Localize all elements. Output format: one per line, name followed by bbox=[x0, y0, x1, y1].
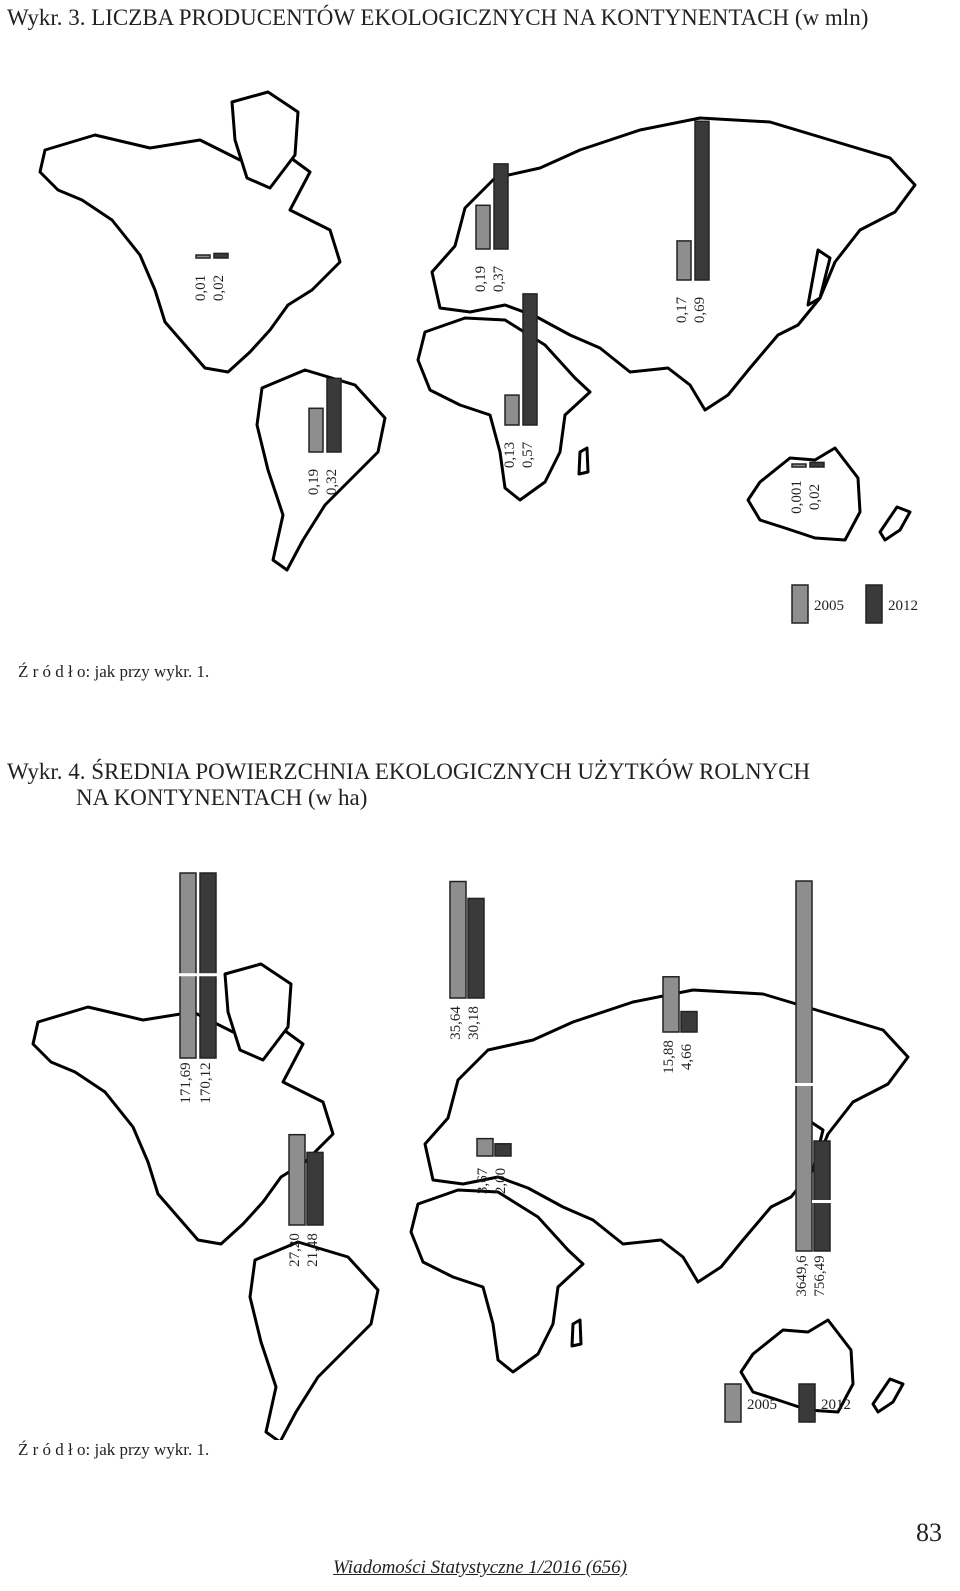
legend-label-2005: 2005 bbox=[747, 1397, 777, 1413]
bar-oceania-2012 bbox=[814, 1141, 830, 1251]
bar-ameryka-północna-2005 bbox=[180, 873, 196, 1058]
bar-value-label: 0,13 bbox=[502, 441, 518, 469]
legend-label-2012: 2012 bbox=[821, 1397, 851, 1413]
bar-azja-2005 bbox=[663, 977, 679, 1032]
bar-europa-2012 bbox=[494, 164, 508, 249]
bar-value-label: 3,67 bbox=[475, 1167, 491, 1195]
figure3-title: Wykr. 3. LICZBA PRODUCENTÓW EKOLOGICZNYCH NA KONTYNENTACH (w mln) bbox=[7, 5, 869, 30]
africa-outline bbox=[418, 318, 590, 500]
bar-value-label: 0,02 bbox=[807, 483, 823, 511]
bar-azja-2012 bbox=[681, 1012, 697, 1032]
bar-ameryka-północna-2012 bbox=[200, 873, 216, 1058]
figure4-title: Wykr. 4. ŚREDNIA POWIERZCHNIA EKOLOGICZNYCH UŻYTKÓW ROLNYCH NA KONTYNENTACH (w ha) bbox=[7, 759, 811, 810]
bar-ameryka-łacińska-2012 bbox=[307, 1152, 323, 1225]
bar-ameryka-łacińska-2005 bbox=[289, 1135, 305, 1225]
bar-value-label: 171,69 bbox=[178, 1062, 194, 1104]
figure3-map bbox=[0, 0, 960, 660]
bar-oceania-2005 bbox=[796, 881, 812, 1251]
bar-value-label: 0,001 bbox=[789, 480, 805, 514]
bar-value-label: 0,69 bbox=[692, 296, 708, 324]
page-number: 83 bbox=[916, 1518, 942, 1547]
bar-value-label: 0,57 bbox=[520, 441, 536, 469]
bar-europa-2005 bbox=[450, 882, 466, 998]
legend-label-2005: 2005 bbox=[814, 598, 844, 614]
legend-swatch-2005 bbox=[725, 1384, 741, 1422]
bar-azja-2005 bbox=[677, 241, 691, 280]
bar-europa-2012 bbox=[468, 898, 484, 998]
bar-value-label: 30,18 bbox=[466, 1006, 482, 1040]
madagascar-outline bbox=[579, 448, 588, 474]
bar-value-label: 3649,6 bbox=[794, 1255, 810, 1297]
bar-value-label: 15,88 bbox=[661, 1040, 677, 1074]
figure3-source: Ź r ó d ł o: jak przy wykr. 1. bbox=[18, 662, 210, 681]
bar-value-label: 0,01 bbox=[193, 274, 209, 302]
samerica-outline bbox=[250, 1242, 378, 1440]
bar-ameryka-łacińska-2005 bbox=[309, 408, 323, 452]
bar-value-label: 2,00 bbox=[493, 1167, 509, 1195]
bar-value-label: 0,02 bbox=[211, 274, 227, 302]
bar-ameryka-północna-2012 bbox=[214, 253, 228, 258]
namerica-outline bbox=[40, 135, 340, 372]
bar-ameryka-łacińska-2012 bbox=[327, 378, 341, 452]
bar-afryka-2012 bbox=[523, 294, 537, 425]
legend-swatch-2012 bbox=[799, 1384, 815, 1422]
newzealand-outline bbox=[873, 1379, 903, 1412]
journal-footer: Wiadomości Statystyczne 1/2016 (656) bbox=[333, 1557, 627, 1578]
figure4-source: Ź r ó d ł o: jak przy wykr. 1. bbox=[18, 1440, 210, 1459]
bar-value-label: 21,48 bbox=[305, 1233, 321, 1267]
bar-value-label: 756,49 bbox=[812, 1255, 828, 1297]
figure4-map bbox=[0, 820, 960, 1440]
bar-azja-2012 bbox=[695, 121, 709, 280]
africa-outline bbox=[411, 1190, 583, 1372]
bar-afryka-2012 bbox=[495, 1144, 511, 1156]
bar-value-label: 27,20 bbox=[287, 1233, 303, 1267]
bar-oceania-2012 bbox=[810, 462, 824, 467]
bar-value-label: 0,17 bbox=[674, 296, 690, 324]
bar-value-label: 35,64 bbox=[448, 1006, 464, 1040]
legend-swatch-2012 bbox=[866, 585, 882, 623]
figure3-legend bbox=[792, 585, 918, 623]
world-map-outline bbox=[40, 92, 915, 570]
bar-value-label: 0,19 bbox=[306, 468, 322, 496]
bar-value-label: 0,32 bbox=[324, 468, 340, 496]
legend-swatch-2005 bbox=[792, 585, 808, 623]
bar-afryka-2005 bbox=[477, 1139, 493, 1156]
legend-label-2012: 2012 bbox=[888, 598, 918, 614]
bar-afryka-2005 bbox=[505, 395, 519, 425]
bar-value-label: 0,19 bbox=[473, 265, 489, 293]
bar-value-label: 0,37 bbox=[491, 265, 507, 293]
bar-ameryka-północna-2005 bbox=[196, 255, 210, 258]
bar-value-label: 170,12 bbox=[198, 1062, 214, 1104]
bar-oceania-2005 bbox=[792, 464, 806, 467]
bar-europa-2005 bbox=[476, 205, 490, 249]
madagascar-outline bbox=[572, 1320, 581, 1346]
newzealand-outline bbox=[880, 507, 910, 540]
bar-value-label: 4,66 bbox=[679, 1043, 695, 1071]
